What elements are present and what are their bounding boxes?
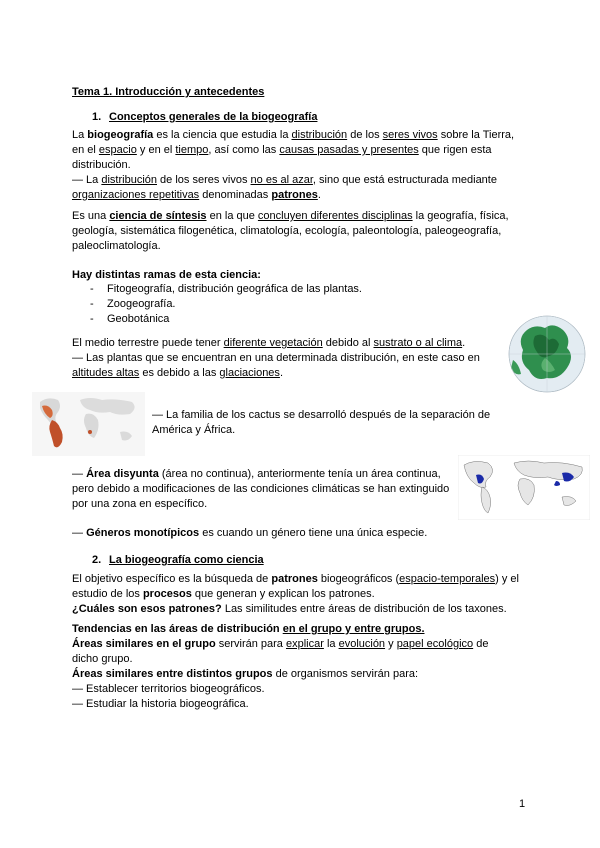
polar-vegetation-map-image [505,314,590,394]
s1-p1-line4: — La distribución de los seres vivos no es al azar, sino que está estructurada mediante [72,174,497,186]
list-item: Zoogeografía. [107,298,176,310]
disyunta-line1: — Área disyunta (área no continua), anteriormente tenía un área continua, [72,468,441,480]
s2-p1-line1: El objetivo específico es la búsqueda de patrones biogeográficos (espacio-temporales) y el [72,573,519,585]
s1-p3-line3: altitudes altas es debido a las glaciaciones. [72,367,283,379]
section-2-number: 2. [92,554,102,566]
list-item: Fitogeografía, distribución geográfica de las plantas. [107,283,362,295]
section-1-heading: Conceptos generales de la biogeografía [109,111,318,123]
s2-p2-line4: Áreas similares entre distintos grupos de organismos servirán para: [72,668,419,680]
s1-p1-line5: organizaciones repetitivas denominadas patrones. [72,189,321,201]
s1-p2-line2: geología, sistemática filogenética, climatología, ecología, paleontología, paleogeografía, [72,225,502,237]
section-1-number: 1. [92,111,102,123]
section-2-heading: La biogeografía como ciencia [109,554,264,566]
s1-p3-line2: — Las plantas que se encuentran en una determinada distribución, en este caso en [72,352,480,364]
s1-p1-line2: en el espacio y en el tiempo, así como las causas pasadas y presentes que rigen esta [72,144,492,156]
disyunta-line2: pero debido a modificaciones de las condiciones climáticas se han extinguido [72,483,450,495]
s1-p2-line3: paleoclimatología. [72,240,161,252]
s2-p2-line2: Áreas similares en el grupo servirán para explicar la evolución y papel ecológico de [72,638,489,650]
s1-p1-line1: La biogeografía es la ciencia que estudia la distribución de los seres vivos sobre la Tierra, [72,129,515,141]
list-item: Geobotánica [107,313,170,325]
page-title: Tema 1. Introducción y antecedentes [72,86,265,98]
s2-p2-line5: — Establecer territorios biogeográficos. [72,683,265,695]
disjunct-area-map-image [458,455,590,520]
cactus-line2: América y África. [152,424,236,436]
cactus-distribution-map-image [32,392,145,456]
s2-p2-line1: Tendencias en las áreas de distribución en el grupo y entre grupos. [72,623,425,635]
s2-p2-line6: — Estudiar la historia biogeográfica. [72,698,249,710]
s2-p1-line3: ¿Cuáles son esos patrones? Las similitudes entre áreas de distribución de los taxones. [72,603,507,615]
s1-p3-line1: El medio terrestre puede tener diferente vegetación debido al sustrato o al clima. [72,337,466,349]
disyunta-line3: por una zona en específico. [72,498,208,510]
cactus-line1: — La familia de los cactus se desarrolló después de la separación de [152,409,491,421]
page-number: 1 [519,798,526,810]
bullet-marker: - [90,298,94,310]
bullet-marker: - [90,283,94,295]
s1-p2-line1: Es una ciencia de síntesis en la que concluyen diferentes disciplinas la geografía, física, [72,210,509,222]
s2-p2-line3: dicho grupo. [72,653,133,665]
ramas-heading: Hay distintas ramas de esta ciencia: [72,269,261,281]
monotipicos-line: — Géneros monotípicos es cuando un género tiene una única especie. [72,527,428,539]
s2-p1-line2: estudio de los procesos que generan y explican los patrones. [72,588,375,600]
s1-p1-line3: distribución. [72,159,131,171]
bullet-marker: - [90,313,94,325]
